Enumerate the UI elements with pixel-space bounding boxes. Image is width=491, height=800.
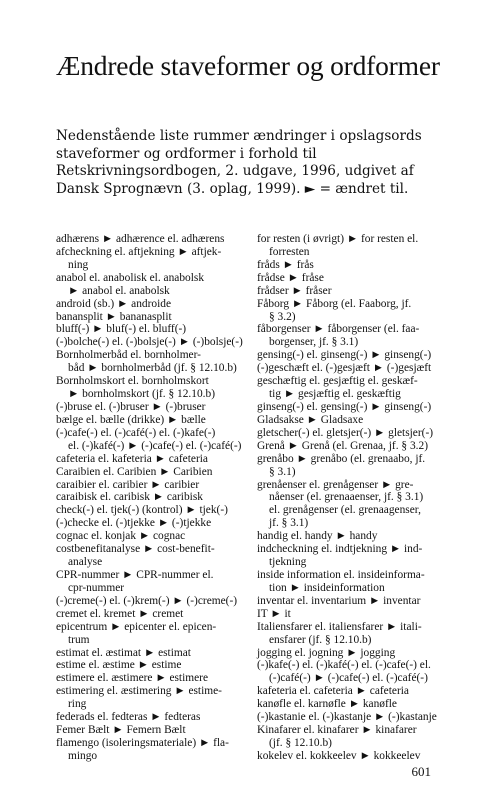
- page-number: 601: [411, 764, 431, 779]
- entry-line: frådse ► fråse: [257, 271, 324, 284]
- dictionary-entry: [257, 569, 447, 595]
- entry-line: grenåenser el. grenågenser ► gre-: [257, 478, 414, 491]
- dictionary-entry: [56, 349, 244, 375]
- entry-line: Grenå ► Grenå (el. Grenaa, jf. § 3.2): [257, 439, 428, 452]
- intro-paragraph: Nedenstående liste rummer ændringer i opslagsords staveformer og ordformer i forhold til Retskrivningsordbogen, 2. udgave, 1996, udgivet af Dansk Sprognævn (3. oplag, 1999). ► = ændret til.: [56, 128, 422, 197]
- dictionary-entry: [56, 246, 244, 272]
- dictionary-entry: [257, 479, 447, 531]
- entry-line: (-)kastanie el. (-)kastanje ► (-)kastanje: [257, 711, 437, 724]
- entry-line: (-)geschæft el. (-)gesjæft ► (-)gesjæft: [257, 362, 432, 375]
- dictionary-entry: [56, 621, 244, 647]
- entry-line: (-)bolche(-) el. (-)bolsje(-) ► (-)bolsje(-): [56, 336, 243, 349]
- dictionary-entry: [257, 375, 447, 401]
- entry-line: (jf. § 12.10.b): [269, 736, 332, 749]
- entry-line: fråds ► frås: [257, 258, 314, 271]
- entry-line: costbenefitanalyse ► cost-benefit-: [56, 543, 215, 556]
- entry-line: (-)cafe(-) el. (-)café(-) el. (-)kafe(-): [56, 426, 216, 439]
- entry-line: ► bornholmskort (jf. § 12.10.b): [68, 388, 215, 401]
- entry-line: anabol el. anabolisk el. anabolsk: [56, 271, 205, 284]
- dictionary-entry: [56, 711, 244, 724]
- dictionary-entry: [56, 517, 244, 530]
- dictionary-entry: [257, 323, 447, 349]
- entry-line: borgenser, jf. § 3.1): [269, 336, 359, 349]
- dictionary-entry: [257, 298, 447, 324]
- entry-line: cafeteria el. kafeteria ► cafeteria: [56, 452, 208, 465]
- entry-line: Femer Bælt ► Femern Bælt: [56, 724, 186, 737]
- entry-line: tjekning: [269, 556, 307, 569]
- dictionary-entry: [56, 414, 244, 427]
- entry-line: inside information el. insideinforma-: [257, 568, 425, 581]
- entry-line: Caraibien el. Caribien ► Caribien: [56, 465, 213, 478]
- entry-line: ring: [68, 698, 87, 711]
- entry-line: jf. § 3.1): [269, 517, 309, 530]
- entry-line: CPR-nummer ► CPR-nummer el.: [56, 568, 214, 581]
- entry-line: Kinafarer el. kinafarer ► kinafarer: [257, 724, 417, 737]
- dictionary-entry: [257, 724, 447, 750]
- dictionary-entry: [257, 362, 447, 375]
- page-title: Ændrede staveformer og ordformer: [56, 50, 440, 81]
- entry-line: caraibisk el. caribisk ► caribisk: [56, 491, 203, 504]
- dictionary-entry: [56, 543, 244, 569]
- dictionary-entry: [257, 259, 447, 272]
- dictionary-entry: [56, 608, 244, 621]
- entry-line: federads el. fedteras ► fedteras: [56, 711, 201, 724]
- entry-line: fåborgenser ► fåborgenser (el. faa-: [257, 323, 420, 336]
- entry-line: bluff(-) ► bluf(-) el. bluff(-): [56, 323, 187, 336]
- entry-line: ► anabol el. anabolsk: [68, 284, 170, 297]
- entry-line: kokelev el. kokkeelev ► kokkeelev: [257, 749, 421, 762]
- entry-line: epicentrum ► epicenter el. epicen-: [56, 620, 217, 633]
- dictionary-entry: [56, 233, 244, 246]
- entry-line: inventar el. inventarium ► inventar: [257, 594, 421, 607]
- entry-line: forresten: [269, 245, 310, 258]
- entry-line: el. (-)kafé(-) ► (-)cafe(-) el. (-)café(-): [68, 439, 242, 452]
- entry-line: bælge el. bælle (drikke) ► bælle: [56, 413, 206, 426]
- entry-line: estimering el. æstimering ► estime-: [56, 685, 222, 698]
- dictionary-entry: [56, 647, 244, 660]
- dictionary-entry: [257, 349, 447, 362]
- entry-line: el. grenågenser (el. grenaagenser,: [269, 504, 421, 517]
- entry-line: (-)bruse el. (-)bruser ► (-)bruser: [56, 400, 206, 413]
- entry-line: trum: [68, 633, 90, 646]
- entry-line: § 3.1): [269, 465, 296, 478]
- dictionary-entry: [257, 440, 447, 453]
- dictionary-entry: [257, 543, 447, 569]
- entry-line: kanøfle el. karnøfle ► kanøfle: [257, 698, 397, 711]
- entry-line: Bornholmerbåd el. bornholmer-: [56, 349, 201, 362]
- dictionary-entry: [56, 272, 244, 298]
- entry-line: Gladsakse ► Gladsaxe: [257, 413, 364, 426]
- entry-line: § 3.2): [269, 310, 296, 323]
- dictionary-entry: [257, 750, 447, 763]
- entry-line: båd ► bornholmerbåd (jf. § 12.10.b): [68, 362, 237, 375]
- entry-line: analyse: [68, 556, 103, 569]
- dictionary-entry: [56, 453, 244, 466]
- dictionary-entry: [56, 569, 244, 595]
- entry-line: indcheckning el. indtjekning ► ind-: [257, 543, 423, 556]
- dictionary-entry: [56, 427, 244, 453]
- dictionary-entry: [257, 711, 447, 724]
- dictionary-entry: [56, 504, 244, 517]
- dictionary-entry: [257, 595, 447, 608]
- dictionary-entry: [56, 336, 244, 349]
- entry-line: estimat el. æstimat ► estimat: [56, 646, 191, 659]
- entry-line: nåenser (el. grenaaenser, jf. § 3.1): [269, 491, 424, 504]
- dictionary-entry: [257, 647, 447, 660]
- entry-line: adhærens ► adhærence el. adhærens: [56, 233, 225, 245]
- dictionary-entry: [56, 737, 244, 763]
- dictionary-entry: [56, 323, 244, 336]
- dictionary-entry: [257, 272, 447, 285]
- entry-line: frådser ► fråser: [257, 284, 332, 297]
- dictionary-entry: [56, 311, 244, 324]
- entry-line: ning: [68, 258, 89, 271]
- entry-line: cpr-nummer: [68, 581, 125, 594]
- dictionary-entry: [257, 453, 447, 479]
- dictionary-entry: [56, 491, 244, 504]
- entry-line: Italiensfarer el. italiensfarer ► itali-: [257, 620, 422, 633]
- dictionary-entry: [56, 685, 244, 711]
- entry-line: banansplit ► bananasplit: [56, 310, 172, 323]
- entry-line: flamengo (isoleringsmateriale) ► fla-: [56, 736, 229, 749]
- dictionary-entry: [56, 595, 244, 608]
- entry-line: (-)café(-) ► (-)cafe(-) el. (-)café(-): [269, 672, 428, 685]
- dictionary-entry: [56, 466, 244, 479]
- entry-line: estimere el. æstimere ► estimere: [56, 672, 209, 685]
- entry-line: android (sb.) ► androide: [56, 297, 172, 310]
- dictionary-entry: [56, 298, 244, 311]
- dictionary-entry: [257, 685, 447, 698]
- entry-line: (-)checke el. (-)tjekke ► (-)tjekke: [56, 517, 212, 530]
- entry-line: for resten (i øvrigt) ► for resten el.: [257, 233, 419, 245]
- dictionary-entry: [257, 659, 447, 685]
- entry-line: IT ► it: [257, 607, 291, 620]
- dictionary-entry: [257, 621, 447, 647]
- entry-line: Bornholmskort el. bornholmskort: [56, 375, 209, 388]
- dictionary-entry: [56, 672, 244, 685]
- entry-line: ginseng(-) el. gensing(-) ► ginseng(-): [257, 400, 432, 413]
- entry-line: grenåbo ► grenåbo (el. grenaabo, jf.: [257, 452, 426, 465]
- entry-line: handig el. handy ► handy: [257, 530, 378, 543]
- entry-line: cognac el. konjak ► cognac: [56, 530, 186, 543]
- entry-line: tig ► gesjæftig el. geskæftig: [269, 388, 401, 401]
- entry-line: mingo: [68, 749, 98, 762]
- entry-line: estime el. æstime ► estime: [56, 659, 182, 672]
- entry-line: jogging el. jogning ► jogging: [257, 646, 396, 659]
- dictionary-entry: [56, 530, 244, 543]
- entry-line: (-)kafe(-) el. (-)kafé(-) el. (-)cafe(-) el.: [257, 659, 431, 672]
- dictionary-entry: [56, 401, 244, 414]
- dictionary-entry: [56, 479, 244, 492]
- dictionary-entry: [257, 608, 447, 621]
- entry-line: ensfarer (jf. § 12.10.b): [269, 633, 372, 646]
- dictionary-entry: [56, 724, 244, 737]
- right-entry-column: [257, 233, 447, 763]
- entry-line: gletscher(-) el. gletsjer(-) ► gletsjer(-): [257, 426, 434, 439]
- entry-line: cremet el. kremet ► cremet: [56, 607, 184, 620]
- dictionary-entry: [257, 233, 447, 259]
- left-entry-column: [56, 233, 244, 763]
- entry-line: tion ► insideinformation: [269, 581, 385, 594]
- entry-line: afcheckning el. aftjekning ► aftjek-: [56, 245, 222, 258]
- dictionary-entry: [257, 285, 447, 298]
- entry-line: Fåborg ► Fåborg (el. Faaborg, jf.: [257, 297, 412, 310]
- dictionary-entry: [257, 414, 447, 427]
- dictionary-entry: [56, 659, 244, 672]
- dictionary-entry: [257, 530, 447, 543]
- entry-line: geschæftig el. gesjæftig el. geskæf-: [257, 375, 418, 388]
- dictionary-entry: [257, 401, 447, 414]
- entry-line: gensing(-) el. ginseng(-) ► ginseng(-): [257, 349, 432, 362]
- entry-line: caraibier el. caribier ► caribier: [56, 478, 200, 491]
- dictionary-entry: [56, 375, 244, 401]
- entry-line: (-)creme(-) el. (-)krem(-) ► (-)creme(-): [56, 594, 238, 607]
- entry-line: check(-) el. tjek(-) (kontrol) ► tjek(-): [56, 504, 228, 517]
- dictionary-entry: [257, 698, 447, 711]
- entry-line: kafeteria el. cafeteria ► cafeteria: [257, 685, 409, 698]
- dictionary-entry: [257, 427, 447, 440]
